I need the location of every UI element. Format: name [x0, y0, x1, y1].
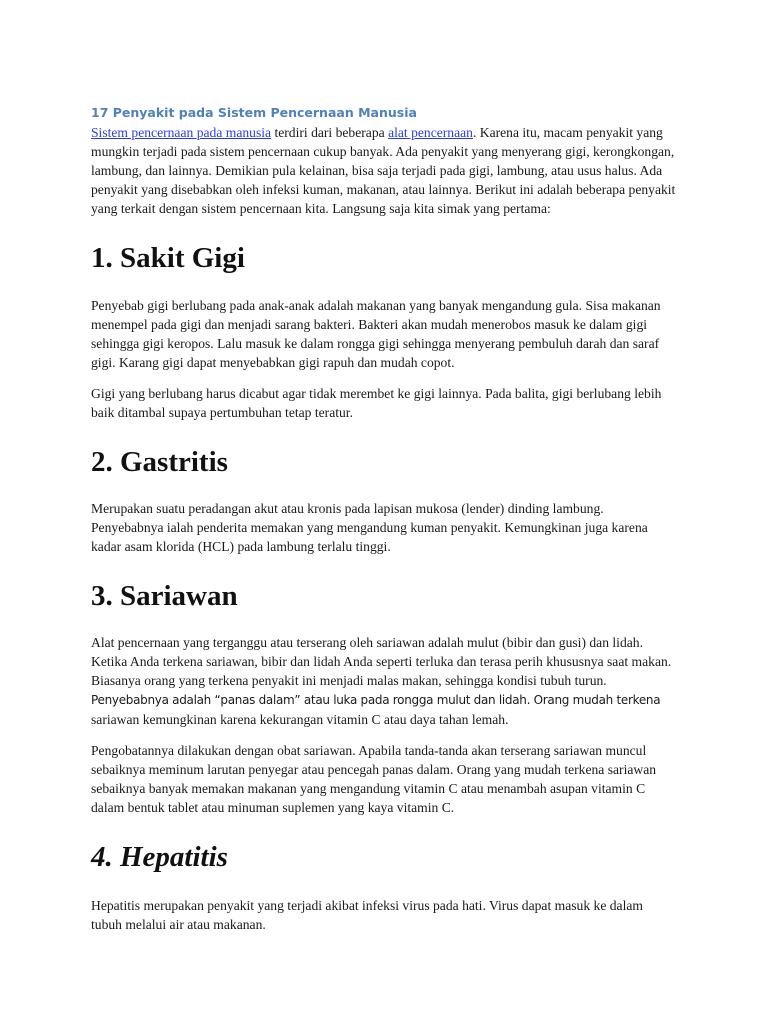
sariawan-paragraph-2: Pengobatannya dilakukan dengan obat sariawan. Apabila tanda-tanda akan terserang sariawan muncul sebaiknya meminum larutan penyegar atau pencegah panas dalam. Orang yang mudah terkena sariawan sebaiknya banyak memakan makanan yang mengandung vitamin C atau menambah asupan vitamin C dalam bentuk tablet atau minuman suplemen yang kaya vitamin C.	[91, 743, 657, 815]
gastritis-paragraph-1: Merupakan suatu peradangan akut atau kronis pada lapisan mukosa (lender) dinding lambung. Penyebabnya ialah penderita memakan yang mengandung kuman penyakit. Kemungkinan juga karena kadar asam klorida (HCL) pada lambung terlalu tinggi.	[91, 501, 648, 554]
intro-text-1: terdiri dari beberapa	[271, 125, 389, 140]
sakit-gigi-paragraph-1: Penyebab gigi berlubang pada anak-anak adalah makanan yang banyak mengandung gula. Sisa makanan menempel pada gigi dan menjadi sarang bakteri. Bakteri akan mudah menerobos masuk ke dalam gigi sehingga gigi keropos. Lalu masuk ke dalam rongga gigi sehingga menyerang pembuluh darah dan saraf gigi. Karang gigi dapat menyebabkan gigi rapuh dan mudah copot.	[91, 298, 661, 370]
link-sistem-pencernaan[interactable]: Sistem pencernaan pada manusia	[91, 125, 272, 140]
sariawan-text-1: Alat pencernaan yang terganggu atau terserang oleh sariawan adalah mulut (bibir dan gusi) dan lidah. Ketika Anda terkena sariawan, bibir dan lidah Anda seperti terluka dan terasa perih khususnya saat makan. Biasanya orang yang terkena penyakit ini menjadi malas makan, sehingga kondisi tubuh turun.	[91, 635, 672, 688]
sariawan-text-2: Penyebabnya adalah “panas dalam” atau luka pada rongga mulut dan lidah. Orang mudah terkena	[91, 693, 661, 707]
intro-text-2: . Karena itu, macam penyakit yang mungkin terjadi pada sistem pencernaan cukup banyak. Ada penyakit yang menyerang gigi, kerongkongan, lambung, dan lainnya. Demikian pula kelainan, bisa saja terjadi pada gigi, lambung, atau usus halus. Ada penyakit yang disebabkan oleh infeksi kuman, makanan, atau lainnya. Berikut ini adalah beberapa penyakit yang terkait dengan sistem pencernaan kita. Langsung saja kita simak yang pertama:	[91, 125, 676, 216]
heading-gastritis: 2. Gastritis	[91, 446, 228, 478]
heading-sakit-gigi: 1. Sakit Gigi	[91, 242, 245, 274]
sariawan-text-3: sariawan kemungkinan karena kekurangan vitamin C atau daya tahan lemah.	[91, 712, 509, 727]
heading-hepatitis: 4. Hepatitis	[91, 841, 228, 873]
document-title: 17 Penyakit pada Sistem Pencernaan Manusia	[91, 105, 417, 120]
document-page	[91, 103, 676, 934]
sariawan-paragraph-1	[91, 633, 676, 729]
sakit-gigi-paragraph-2: Gigi yang berlubang harus dicabut agar tidak merembet ke gigi lainnya. Pada balita, gigi berlubang lebih baik ditambal supaya pertumbuhan tetap teratur.	[91, 386, 662, 420]
heading-sariawan: 3. Sariawan	[91, 580, 238, 612]
link-alat-pencernaan[interactable]: alat pencernaan	[388, 125, 473, 140]
intro-paragraph	[91, 123, 676, 218]
hepatitis-paragraph-1: Hepatitis merupakan penyakit yang terjadi akibat infeksi virus pada hati. Virus dapat masuk ke dalam tubuh melalui air atau makanan.	[91, 898, 643, 932]
